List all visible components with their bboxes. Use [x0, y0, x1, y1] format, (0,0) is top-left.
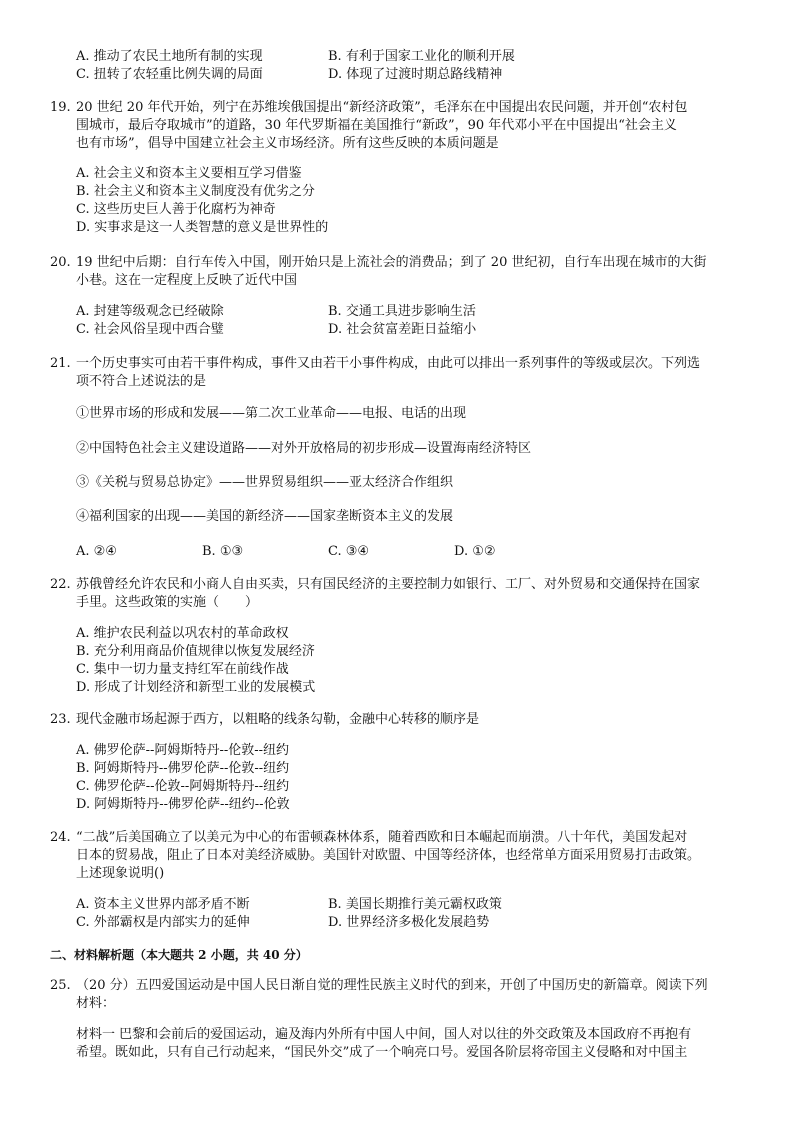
q25-stem-line: （20 分）五四爱国运动是中国人民日渐自觉的理性民族主义时代的到来，开创了中国历史的新篇章。阅读下列: [76, 978, 708, 993]
q22-stem-line: 手里。这些政策的实施（ ）: [76, 595, 259, 610]
q22-option-b: B. 充分利用商品价值规律以恢复发展经济: [76, 644, 315, 659]
q24-stem-line: “二战”后美国确立了以美元为中心的布雷顿森林体系，随着西欧和日本崛起而崩溃。八十年代，美国发起对: [76, 830, 688, 845]
q21-option-b: B. ①③: [202, 544, 244, 559]
q21-item: ①世界市场的形成和发展——第二次工业革命——电报、电话的出现: [76, 406, 467, 421]
q24-stem-line: 上述现象说明(): [76, 866, 165, 881]
q20-option-c: C. 社会风俗呈现中西合璧: [76, 322, 224, 337]
q20-stem-line: 小巷。这在一定程度上反映了近代中国: [76, 273, 298, 288]
q18-option-d: D. 体现了过渡时期总路线精神: [328, 67, 503, 82]
q20-option-d: D. 社会贫富差距日益缩小: [328, 322, 477, 337]
q24-number: 24.: [50, 830, 71, 845]
q22-option-c: C. 集中一切力量支持红军在前线作战: [76, 662, 289, 677]
q23-number: 23.: [50, 712, 71, 727]
q22-stem-line: 苏俄曾经允许农民和小商人自由买卖，只有国民经济的主要控制力如银行、工厂、对外贸易和交通保持在国家: [76, 577, 701, 592]
q24-stem-line: 日本的贸易战，阻止了日本对美经济威胁。美国针对欧盟、中国等经济体，也经常单方面采用贸易打击政策。: [76, 848, 701, 863]
q21-item: ③《关税与贸易总协定》——世界贸易组织——亚太经济合作组织: [76, 475, 454, 490]
q19-option-c: C. 这些历史巨人善于化腐朽为神奇: [76, 202, 276, 217]
q22-option-d: D. 形成了计划经济和新型工业的发展模式: [76, 680, 316, 695]
q21-item: ②中国特色社会主义建设道路——对外开放格局的初步形成—设置海南经济特区: [76, 441, 532, 456]
q21-option-a: A. ②④: [76, 544, 117, 559]
q19-stem-line: 20 世纪 20 年代开始，列宁在苏维埃俄国提出“新经济政策”，毛泽东在中国提出农民问题，并开创“农村包: [76, 100, 688, 115]
q24-option-b: B. 美国长期推行美元霸权政策: [328, 897, 502, 912]
q20-number: 20.: [50, 255, 71, 270]
q18-option-c: C. 扭转了农轻重比例失调的局面: [76, 67, 263, 82]
q23-option-b: B. 阿姆斯特丹--佛罗伦萨--伦敦--纽约: [76, 761, 290, 776]
q19-option-b: B. 社会主义和资本主义制度没有优劣之分: [76, 184, 315, 199]
q19-stem-line: 也有市场”，倡导中国建立社会主义市场经济。所有这些反映的本质问题是: [76, 136, 499, 151]
q24-option-a: A. 资本主义世界内部矛盾不断: [76, 897, 250, 912]
q20-option-b: B. 交通工具进步影响生活: [328, 304, 476, 319]
section-heading: 二、材料解析题（本大题共 2 小题，共 40 分）: [50, 948, 308, 962]
q24-option-d: D. 世界经济多极化发展趋势: [328, 915, 490, 930]
q18-option-b: B. 有利于国家工业化的顺利开展: [328, 49, 515, 64]
q23-stem-line: 现代金融市场起源于西方，以粗略的线条勾勒，金融中心转移的顺序是: [76, 712, 480, 727]
q22-number: 22.: [50, 577, 71, 592]
q21-option-c: C. ③④: [328, 544, 370, 559]
q21-stem-line: 项不符合上述说法的是: [76, 374, 207, 389]
q25-material-line: 材料一 巴黎和会前后的爱国运动，遍及海内外所有中国人中间，国人对以往的外交政策及本国政府不再抱有: [76, 1027, 692, 1042]
q21-option-d: D. ①②: [454, 544, 496, 559]
q25-material-line: 希望。既如此，只有自己行动起来，“国民外交”成了一个响亮口号。爱国各阶层将帝国主义侵略和对中国主: [76, 1045, 688, 1060]
q20-stem-line: 19 世纪中后期：自行车传入中国，刚开始只是上流社会的消费品；到了 20 世纪初，自行车出现在城市的大街: [76, 255, 707, 270]
q23-option-a: A. 佛罗伦萨--阿姆斯特丹--伦敦--纽约: [76, 743, 290, 758]
q25-stem-line: 材料：: [76, 996, 116, 1011]
q21-number: 21.: [50, 356, 71, 371]
q25-number: 25.: [50, 978, 71, 993]
q19-number: 19.: [50, 100, 71, 115]
q19-option-d: D. 实事求是这一人类智慧的意义是世界性的: [76, 220, 329, 235]
q23-option-c: C. 佛罗伦萨--伦敦--阿姆斯特丹--纽约: [76, 779, 290, 794]
q21-item: ④福利国家的出现——美国的新经济——国家垄断资本主义的发展: [76, 509, 454, 524]
q22-option-a: A. 维护农民利益以巩农村的革命政权: [76, 626, 289, 641]
q19-option-a: A. 社会主义和资本主义要相互学习借鉴: [76, 166, 302, 181]
q18-option-a: A. 推动了农民土地所有制的实现: [76, 49, 263, 64]
q20-option-a: A. 封建等级观念已经破除: [76, 304, 224, 319]
q19-stem-line: 围城市，最后夺取城市”的道路，30 年代罗斯福在美国推行“新政”，90 年代邓小平在中国提出“社会主义: [76, 118, 677, 133]
q24-option-c: C. 外部霸权是内部实力的延伸: [76, 915, 250, 930]
q21-stem-line: 一个历史事实可由若干事件构成，事件又由若干小事件构成，由此可以排出一系列事件的等级或层次。下列选: [76, 356, 701, 371]
q23-option-d: D. 阿姆斯特丹--佛罗伦萨--纽约--伦敦: [76, 797, 290, 812]
